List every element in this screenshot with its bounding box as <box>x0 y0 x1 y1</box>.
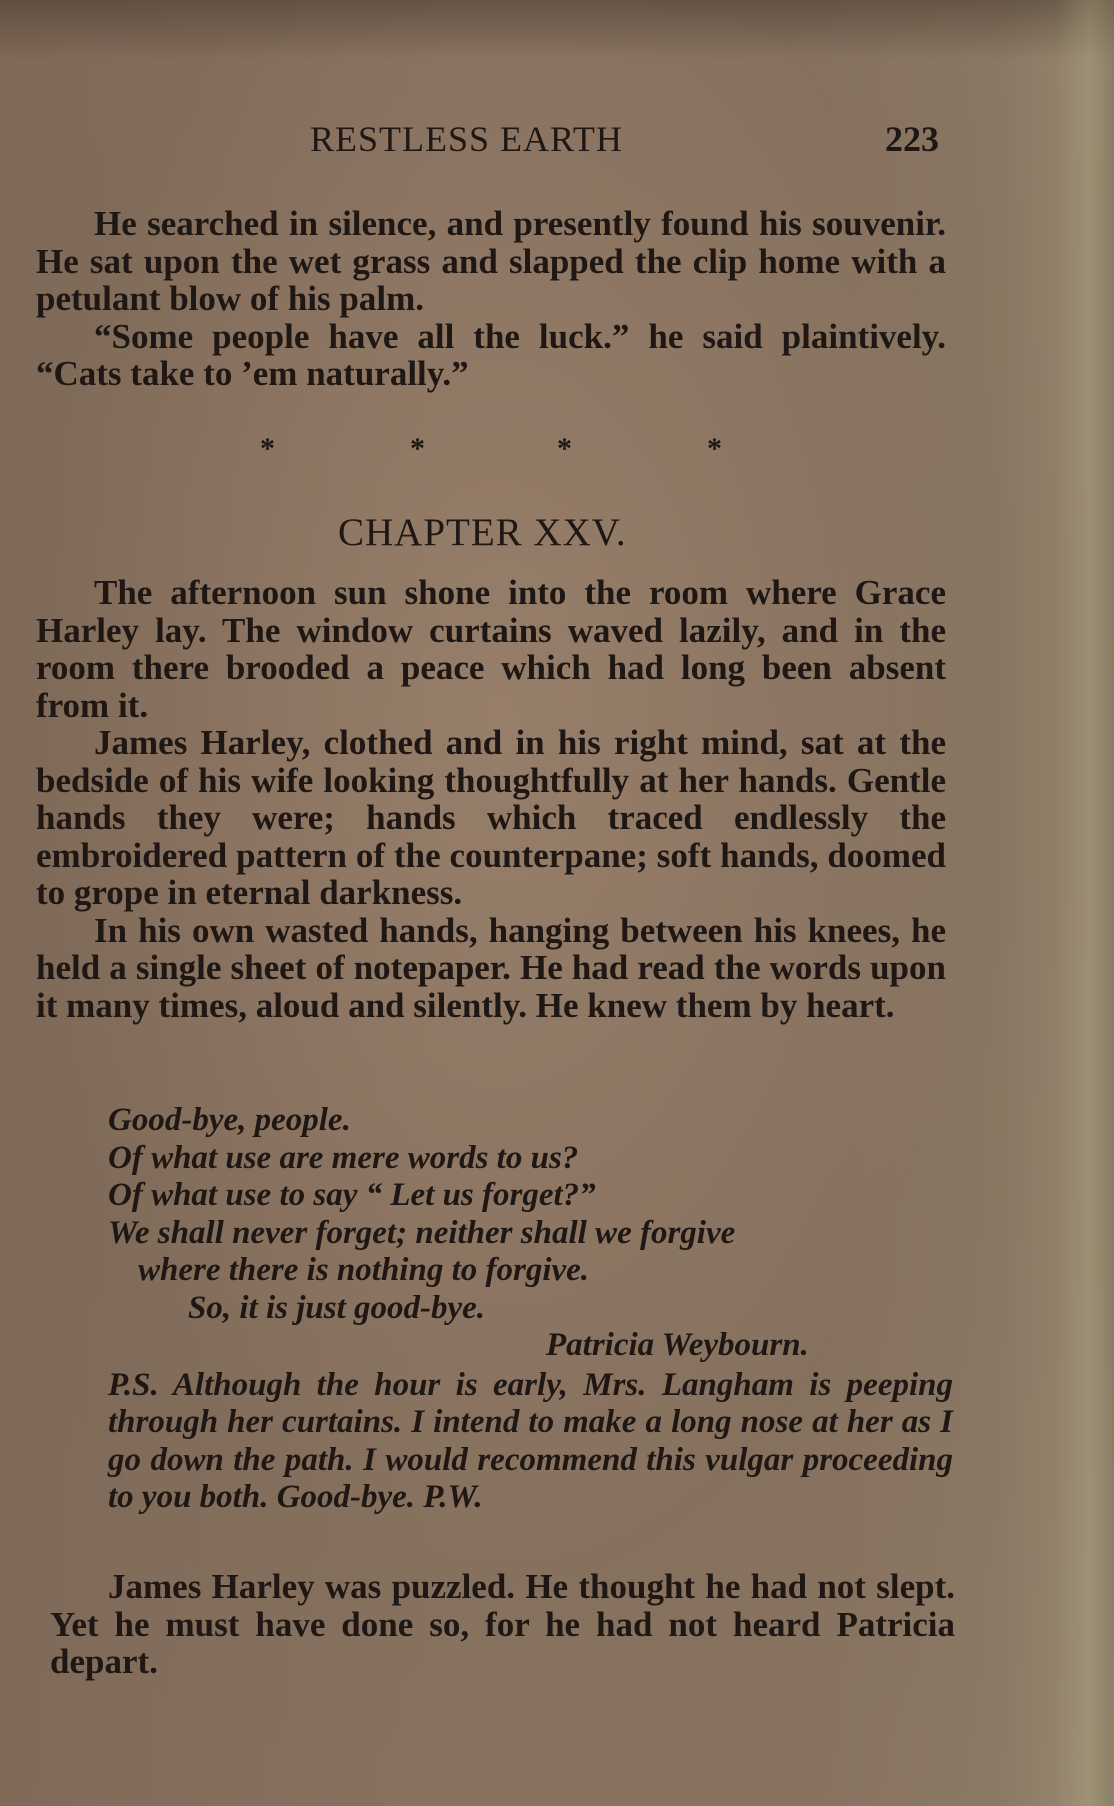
section-one-text <box>36 205 946 393</box>
running-title: RESTLESS EARTH <box>310 119 623 159</box>
paragraph: He searched in silence, and presently found his souvenir. He sat upon the wet grass and slapped the clip home with a petulant blow of his palm. <box>36 204 946 318</box>
closing-text <box>50 1568 955 1681</box>
asterisk: * <box>707 432 722 465</box>
paragraph: James Harley, clothed and in his right mind, sat at the bedside of his wife looking thoughtfully at her hands. Gentle hands they were; hands which traced endlessly the embroidered pattern of the counterpane; soft hands, doomed to grope in eternal darkness. <box>36 723 946 912</box>
letter-postscript: P.S. Although the hour is early, Mrs. Langham is peeping through her curtains. I intend to make a long nose at her as I go down the path. I would recommend this vulgar proceeding to you both. Good-bye. P.W. <box>108 1366 953 1515</box>
letter-line: Good-bye, people. <box>108 1102 351 1138</box>
section-break <box>0 432 1114 472</box>
letter-text <box>108 1102 953 1517</box>
letter-line: Of what use to say “ Let us forget?” <box>108 1177 596 1213</box>
asterisk: * <box>260 432 275 465</box>
asterisk: * <box>557 432 572 465</box>
letter-line: So, it is just good-bye. <box>188 1289 486 1326</box>
page-shadow-top <box>0 0 1114 60</box>
letter-line: We shall never forget; neither shall we forgive <box>108 1214 736 1251</box>
chapter-heading: CHAPTER XXV. <box>338 511 627 554</box>
paragraph: James Harley was puzzled. He thought he had not slept. Yet he must have done so, for he had not heard Patricia depart. <box>50 1567 955 1681</box>
letter-line: where there is nothing to forgive. <box>138 1252 590 1288</box>
paragraph: In his own wasted hands, hanging between his knees, he held a single sheet of notepaper. He had read the words upon it many times, aloud and silently. He knew them by heart. <box>36 910 946 1025</box>
paragraph: The afternoon sun shone into the room where Grace Harley lay. The window curtains waved lazily, and in the room there brooded a peace which had long been absent from it. <box>36 573 946 725</box>
letter-line: Of what use are mere words to us? <box>108 1139 579 1176</box>
paragraph: “Some people have all the luck.” he said plaintively. “Cats take to ’em naturally.” <box>36 316 946 393</box>
letter-signature: Patricia Weybourn. <box>546 1327 809 1363</box>
page-edge-right <box>1054 0 1114 1806</box>
chapter-text <box>36 574 946 1024</box>
asterisk: * <box>410 432 425 465</box>
page-number: 223 <box>885 119 939 159</box>
